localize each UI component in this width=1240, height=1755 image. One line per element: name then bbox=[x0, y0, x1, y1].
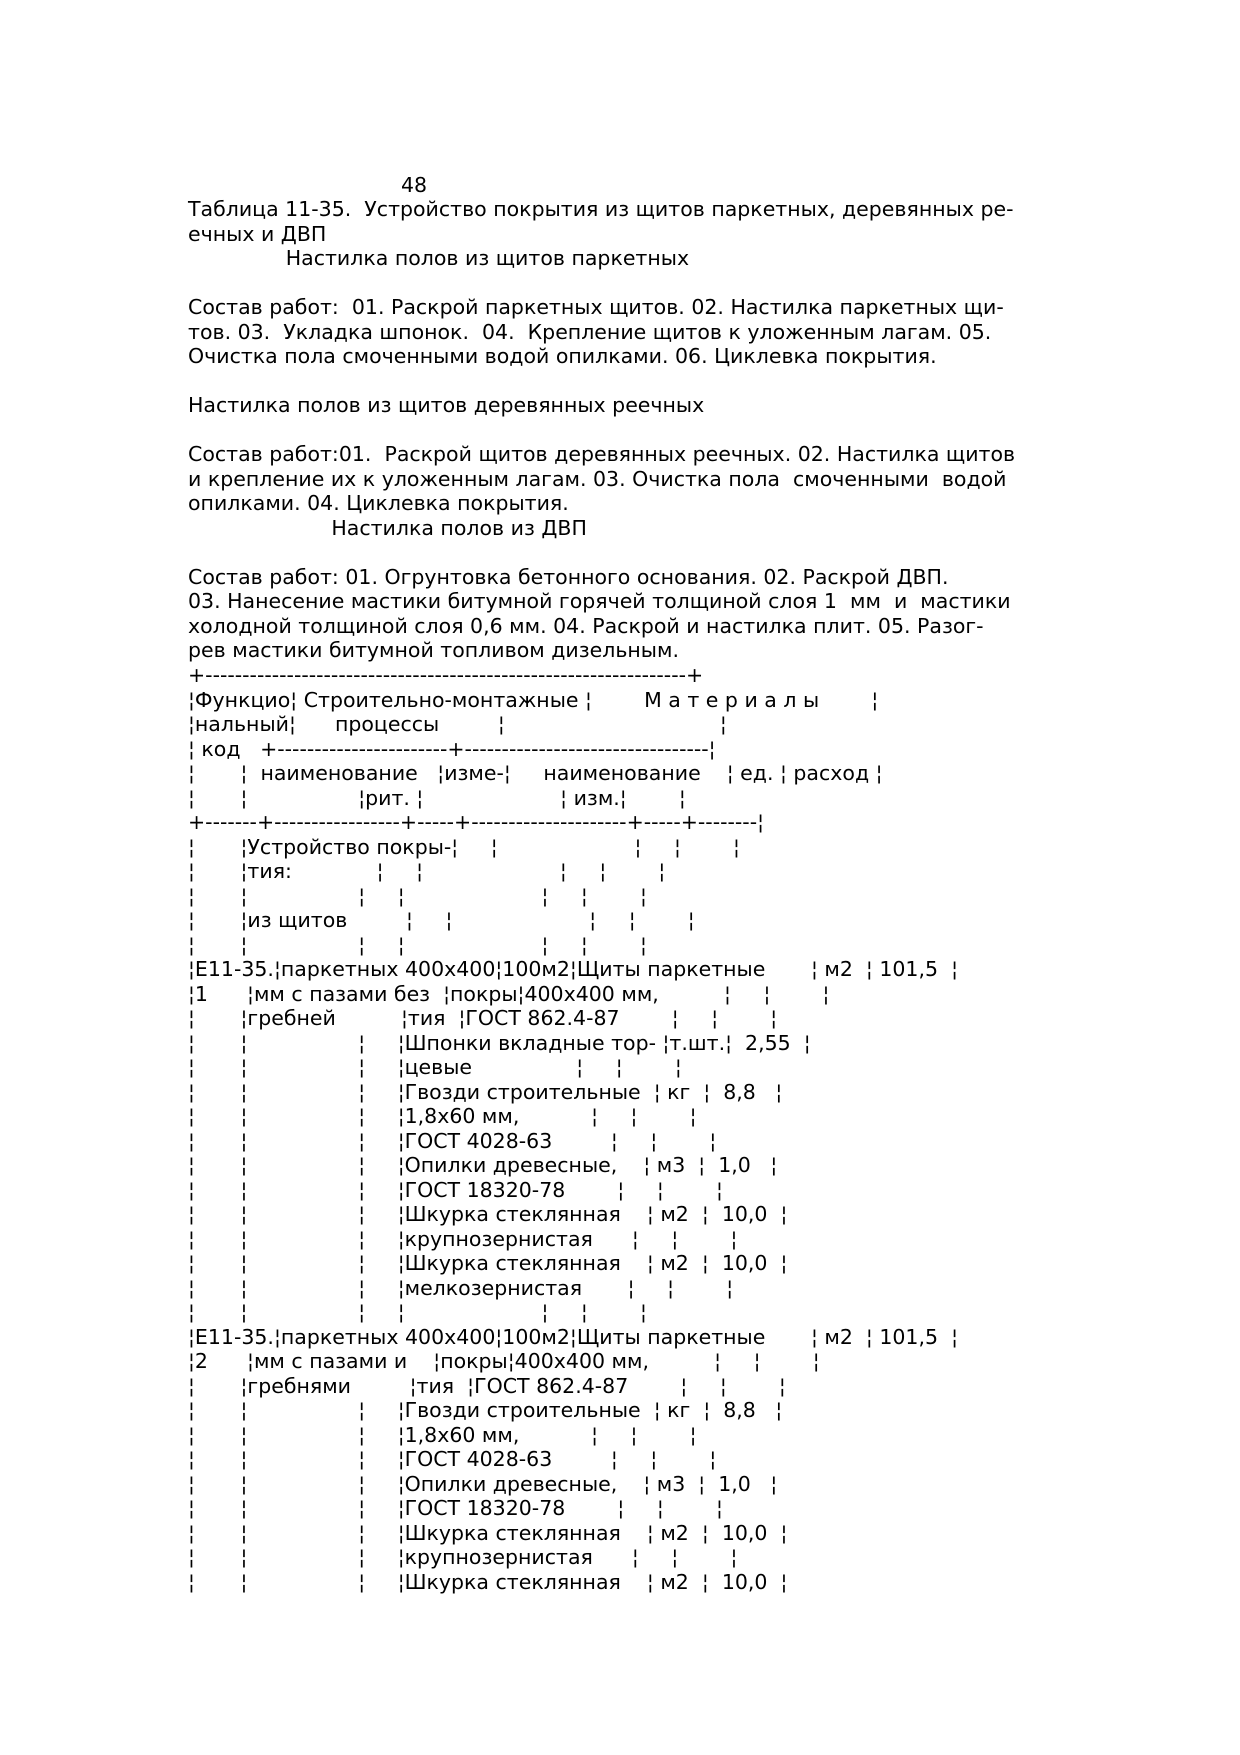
materials-table bbox=[188, 663, 958, 1594]
text-line: Состав работ: 01. Огрунтовка бетонного основания. 02. Раскрой ДВП. bbox=[188, 564, 949, 589]
table-line: ¦1 ¦мм с пазами без ¦покры¦400х400 мм, ¦ ¦ ¦ bbox=[188, 981, 830, 1006]
table-line: ¦ ¦гребней ¦тия ¦ГОСТ 862.4-87 ¦ ¦ ¦ bbox=[188, 1006, 778, 1030]
text-line bbox=[188, 369, 1015, 394]
table-line: ¦Е11-35.¦паркетных 400х400¦100м2¦Щиты паркетные ¦ м2 ¦ 101,5 ¦ bbox=[188, 957, 958, 981]
table-line: ¦ ¦из щитов ¦ ¦ ¦ ¦ ¦ bbox=[188, 908, 695, 932]
table-line: ¦ ¦ ¦ ¦ГОСТ 18320-78 ¦ ¦ ¦ bbox=[188, 1496, 723, 1520]
table-line: ¦ ¦гребнями ¦тия ¦ГОСТ 862.4-87 ¦ ¦ ¦ bbox=[188, 1373, 786, 1398]
text-line bbox=[188, 271, 1015, 296]
text-line: Таблица 11-35. Устройство покрытия из щитов паркетных, деревянных ре- bbox=[188, 197, 1014, 221]
table-line: ¦ ¦Устройство покры-¦ ¦ ¦ ¦ ¦ bbox=[188, 834, 740, 859]
table-line: ¦ ¦ ¦ ¦ГОСТ 18320-78 ¦ ¦ ¦ bbox=[188, 1177, 723, 1202]
text-line: Состав работ: 01. Раскрой паркетных щитов. 02. Настилка паркетных щи- bbox=[188, 295, 1004, 319]
table-line: ¦ ¦ ¦ ¦Опилки древесные, ¦ м3 ¦ 1,0 ¦ bbox=[188, 1471, 778, 1496]
table-line: ¦нальный¦ процессы ¦ ¦ bbox=[188, 712, 727, 736]
table-line: ¦ ¦ ¦ ¦ ¦ ¦ ¦ bbox=[188, 883, 647, 908]
text-line: ечных и ДВП bbox=[188, 221, 327, 246]
table-line: ¦ ¦ ¦ ¦крупнозернистая ¦ ¦ ¦ bbox=[188, 1226, 738, 1251]
table-line: ¦ ¦ ¦ ¦1,8х60 мм, ¦ ¦ ¦ bbox=[188, 1422, 697, 1447]
table-line: ¦ ¦тия: ¦ ¦ ¦ ¦ ¦ bbox=[188, 859, 666, 883]
table-line: ¦ ¦ ¦ ¦ГОСТ 4028-63 ¦ ¦ ¦ bbox=[188, 1128, 717, 1153]
table-line: ¦ ¦ ¦ ¦Опилки древесные, ¦ м3 ¦ 1,0 ¦ bbox=[188, 1153, 778, 1177]
text-line: холодной толщиной слоя 0,6 мм. 04. Раскрой и настилка плит. 05. Разог- bbox=[188, 613, 984, 638]
table-line: ¦ ¦ ¦ ¦ГОСТ 4028-63 ¦ ¦ ¦ bbox=[188, 1447, 717, 1471]
table-line: +-----------------------------------------------------------------+ bbox=[188, 663, 704, 687]
table-line: ¦ ¦ ¦ ¦Шкурка стеклянная ¦ м2 ¦ 10,0 ¦ bbox=[188, 1202, 788, 1226]
table-line: ¦ ¦ ¦ ¦Гвозди строительные ¦ кг ¦ 8,8 ¦ bbox=[188, 1079, 783, 1104]
text-line: и крепление их к уложенным лагам. 03. Очистка пола смоченными водой bbox=[188, 466, 1007, 491]
text-line: 03. Нанесение мастики битумной горячей толщиной слоя 1 мм и мастики bbox=[188, 589, 1011, 613]
text-line: опилками. 04. Циклевка покрытия. bbox=[188, 491, 569, 515]
text-line: Настилка полов из щитов паркетных bbox=[188, 246, 690, 270]
text-line bbox=[188, 418, 1015, 443]
table-line: ¦ ¦ ¦ ¦1,8х60 мм, ¦ ¦ ¦ bbox=[188, 1104, 697, 1128]
table-line: ¦ ¦ ¦ ¦Шпонки вкладные тор- ¦т.шт.¦ 2,55 ¦ bbox=[188, 1030, 811, 1055]
text-line: Настилка полов из ДВП bbox=[188, 515, 587, 540]
table-line: ¦ ¦ ¦ ¦цевые ¦ ¦ ¦ bbox=[188, 1055, 682, 1079]
text-line: Состав работ:01. Раскрой щитов деревянных реечных. 02. Настилка щитов bbox=[188, 442, 1016, 466]
table-line: ¦Функцио¦ Строительно-монтажные ¦ М а т е р и а л ы ¦ bbox=[188, 687, 879, 712]
text-line bbox=[188, 540, 1015, 565]
table-line: ¦2 ¦мм с пазами и ¦покры¦400х400 мм, ¦ ¦ ¦ bbox=[188, 1349, 820, 1373]
table-line: ¦ ¦ наименование ¦изме-¦ наименование ¦ ед. ¦ расход ¦ bbox=[188, 761, 883, 785]
table-line: ¦ ¦ ¦ ¦мелкозернистая ¦ ¦ ¦ bbox=[188, 1275, 734, 1300]
table-line: ¦ ¦ ¦ ¦Гвозди строительные ¦ кг ¦ 8,8 ¦ bbox=[188, 1398, 783, 1422]
page-number: 48 bbox=[401, 173, 428, 197]
table-line: ¦ ¦ ¦ ¦Шкурка стеклянная ¦ м2 ¦ 10,0 ¦ bbox=[188, 1569, 788, 1594]
text-line: Очистка пола смоченными водой опилками. 06. Циклевка покрытия. bbox=[188, 344, 937, 368]
text-line: рев мастики битумной топливом дизельным. bbox=[188, 638, 679, 662]
table-line: +-------+-----------------+-----+---------------------+-----+--------¦ bbox=[188, 810, 764, 834]
table-line: ¦ ¦ ¦ ¦Шкурка стеклянная ¦ м2 ¦ 10,0 ¦ bbox=[188, 1520, 788, 1545]
table-line: ¦ код +-----------------------+---------------------------------¦ bbox=[188, 736, 716, 761]
table-line: ¦ ¦ ¦ ¦крупнозернистая ¦ ¦ ¦ bbox=[188, 1545, 738, 1569]
table-line: ¦ ¦ ¦ ¦ ¦ ¦ ¦ bbox=[188, 1300, 647, 1324]
table-line: ¦ ¦ ¦ ¦Шкурка стеклянная ¦ м2 ¦ 10,0 ¦ bbox=[188, 1251, 788, 1275]
intro-text bbox=[188, 197, 1015, 663]
text-line: тов. 03. Укладка шпонок. 04. Крепление щитов к уложенным лагам. 05. bbox=[188, 319, 992, 344]
table-line: ¦ ¦ ¦рит. ¦ ¦ изм.¦ ¦ bbox=[188, 785, 686, 810]
table-line: ¦Е11-35.¦паркетных 400х400¦100м2¦Щиты паркетные ¦ м2 ¦ 101,5 ¦ bbox=[188, 1324, 958, 1349]
table-line: ¦ ¦ ¦ ¦ ¦ ¦ ¦ bbox=[188, 932, 647, 957]
text-line: Настилка полов из щитов деревянных реечных bbox=[188, 393, 705, 417]
